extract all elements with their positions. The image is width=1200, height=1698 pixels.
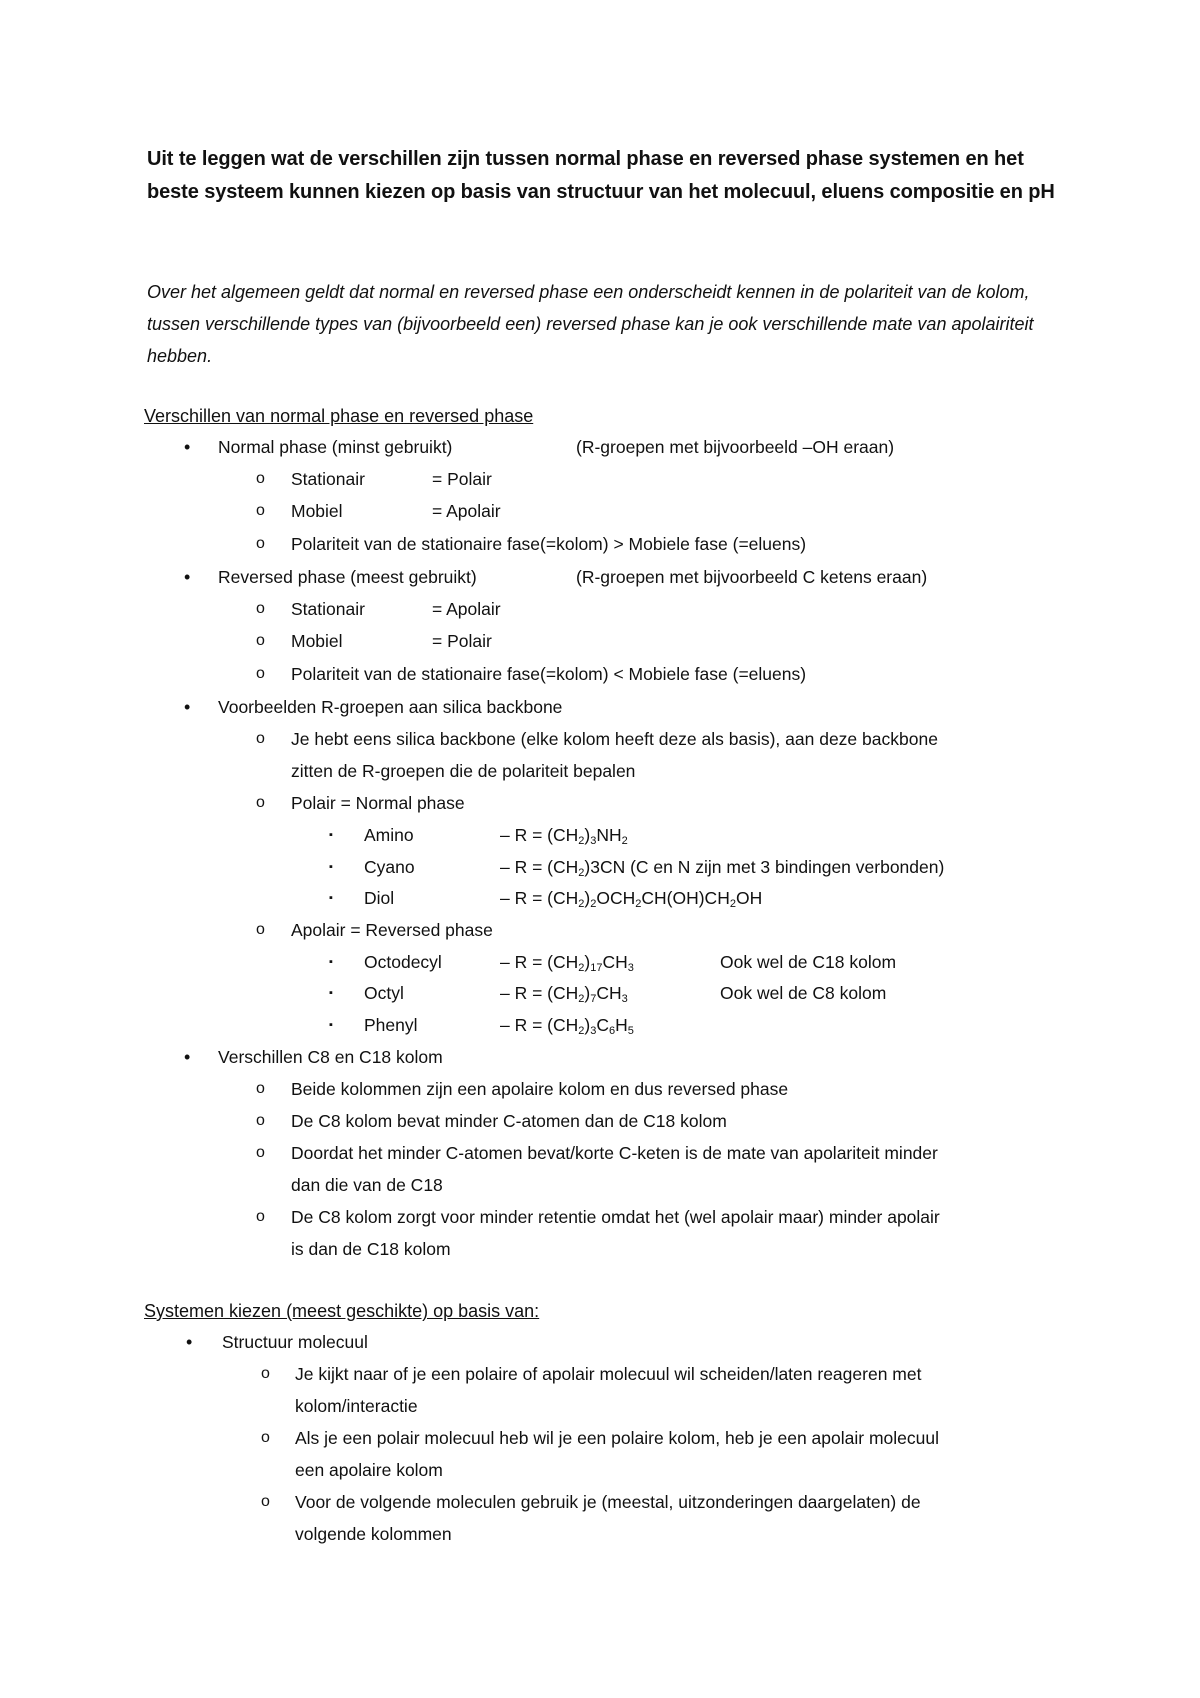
square-marker: ▪ <box>329 1019 333 1031</box>
circle-marker: o <box>256 1080 265 1097</box>
circle-marker: o <box>256 921 265 938</box>
c8c18-point-4-line-1: De C8 kolom zorgt voor minder retentie omdat het (wel apolair maar) minder apolair <box>291 1207 940 1227</box>
structuur-point-3-line-1: Voor de volgende moleculen gebruik je (meestal, uitzonderingen daargelaten) de <box>295 1492 921 1512</box>
c8-c18-label: Verschillen C8 en C18 kolom <box>218 1047 443 1067</box>
structuur-point-2-line-2: een apolaire kolom <box>295 1460 443 1480</box>
circle-marker: o <box>256 535 265 552</box>
circle-marker: o <box>256 502 265 519</box>
c8c18-point-3-line-2: dan die van de C18 <box>291 1175 443 1195</box>
circle-marker: o <box>256 730 265 747</box>
section-title-verschillen: Verschillen van normal phase en reversed phase <box>144 406 534 426</box>
structuur-point-2-line-1: Als je een polair molecuul heb wil je een polaire kolom, heb je een apolair molecuul <box>295 1428 939 1448</box>
reversed-mobiel: Mobiel <box>291 631 343 651</box>
silica-line-2: zitten de R-groepen die de polariteit bepalen <box>291 761 636 781</box>
octodecyl-note: Ook wel de C18 kolom <box>720 952 897 972</box>
normal-mobiel-value: = Apolair <box>432 501 501 521</box>
octodecyl-formula: – $R = (CH_2)_{17}CH_3$ <box>500 952 634 974</box>
circle-marker: o <box>256 632 265 649</box>
structuur-point-1-line-2: kolom/interactie <box>295 1396 418 1416</box>
phenyl-label: Phenyl <box>364 1015 418 1035</box>
c8c18-point-1: Beide kolommen zijn een apolaire kolom en dus reversed phase <box>291 1079 789 1099</box>
normal-mobiel: Mobiel <box>291 501 343 521</box>
diol-label: Diol <box>364 888 395 908</box>
circle-marker: o <box>256 1144 265 1161</box>
octodecyl-label: Octodecyl <box>364 952 442 972</box>
square-marker: ▪ <box>329 956 333 968</box>
circle-marker: o <box>256 470 265 487</box>
cyano-label: Cyano <box>364 857 415 877</box>
square-marker: ▪ <box>329 987 333 999</box>
square-marker: ▪ <box>329 829 333 841</box>
circle-marker: o <box>256 794 265 811</box>
circle-marker: o <box>256 600 265 617</box>
normal-phase-label: Normal phase (minst gebruikt) <box>218 437 453 457</box>
square-marker: ▪ <box>329 892 333 904</box>
cyano-formula-note: 3CN (C en N zijn met 3 bindingen verbonden) <box>590 857 945 877</box>
structuur-molecuul-label: Structuur molecuul <box>222 1332 368 1352</box>
bullet-marker: • <box>184 567 191 587</box>
octyl-note: Ook wel de C8 kolom <box>720 983 887 1003</box>
polair-normal-phase: Polair = Normal phase <box>291 793 465 813</box>
phenyl-formula: – $R = (CH_2)_3C_6H_5$ <box>500 1015 634 1037</box>
structuur-point-3-line-2: volgende kolommen <box>295 1524 452 1544</box>
octyl-formula: – $R = (CH_2)_7CH_3$ <box>500 983 628 1005</box>
structuur-point-1-line-1: Je kijkt naar of je een polaire of apolair molecuul wil scheiden/laten reageren met <box>295 1364 922 1384</box>
c8c18-point-3-line-1: Doordat het minder C-atomen bevat/korte C-keten is de mate van apolariteit minder <box>291 1143 938 1163</box>
circle-marker: o <box>261 1429 270 1446</box>
section-title-systemen: Systemen kiezen (meest geschikte) op basis van: <box>144 1301 540 1321</box>
cyano-formula: – $R = (CH_2)3CN$ (C en N zijn met 3 bindingen verbonden) <box>500 857 945 879</box>
silica-line-1: Je hebt eens silica backbone (elke kolom heeft deze als basis), aan deze backbone <box>291 729 938 749</box>
c8c18-point-2: De C8 kolom bevat minder C-atomen dan de C18 kolom <box>291 1111 727 1131</box>
normal-stationair: Stationair <box>291 469 365 489</box>
diol-formula: – $R = (CH_2)_2OCH_2CH(OH)CH_2OH$ <box>500 888 763 910</box>
reversed-mobiel-value: = Polair <box>432 631 492 651</box>
intro-paragraph: Over het algemeen geldt dat normal en reversed phase een onderscheidt kennen in de polariteit van de kolom, tussen verschillende types van (bijvoorbeeld een) reversed phase kan je ook verschillende mate van apolairiteit hebben. <box>147 282 1034 366</box>
reversed-stationair: Stationair <box>291 599 365 619</box>
square-marker: ▪ <box>329 861 333 873</box>
normal-polariteit: Polariteit van de stationaire fase(=kolom) > Mobiele fase (=eluens) <box>291 534 807 554</box>
reversed-polariteit: Polariteit van de stationaire fase(=kolom) < Mobiele fase (=eluens) <box>291 664 807 684</box>
circle-marker: o <box>256 1208 265 1225</box>
normal-stationair-value: = Polair <box>432 469 492 489</box>
octyl-label: Octyl <box>364 983 404 1003</box>
reversed-stationair-value: = Apolair <box>432 599 501 619</box>
reversed-phase-label: Reversed phase (meest gebruikt) <box>218 567 477 587</box>
bullet-marker: • <box>184 1047 191 1067</box>
reversed-phase-note: (R-groepen met bijvoorbeeld C ketens eraan) <box>576 567 928 587</box>
c8c18-point-4-line-2: is dan de C18 kolom <box>291 1239 451 1259</box>
apolair-reversed-phase: Apolair = Reversed phase <box>291 920 493 940</box>
normal-phase-note: (R-groepen met bijvoorbeeld –OH eraan) <box>576 437 895 457</box>
bullet-marker: • <box>184 437 191 457</box>
amino-formula: – $R = (CH_2)_3NH_2$ <box>500 825 628 847</box>
circle-marker: o <box>261 1365 270 1382</box>
amino-label: Amino <box>364 825 414 845</box>
bullet-marker: • <box>186 1332 193 1352</box>
circle-marker: o <box>256 1112 265 1129</box>
bullet-marker: • <box>184 697 191 717</box>
circle-marker: o <box>256 665 265 682</box>
rgroepen-label: Voorbeelden R-groepen aan silica backbone <box>218 697 563 717</box>
circle-marker: o <box>261 1493 270 1510</box>
page-title: Uit te leggen wat de verschillen zijn tussen normal phase en reversed phase systemen en het beste systeem kunnen kiezen op basis van structuur van het molecuul, eluens compositie en pH <box>147 148 1055 203</box>
